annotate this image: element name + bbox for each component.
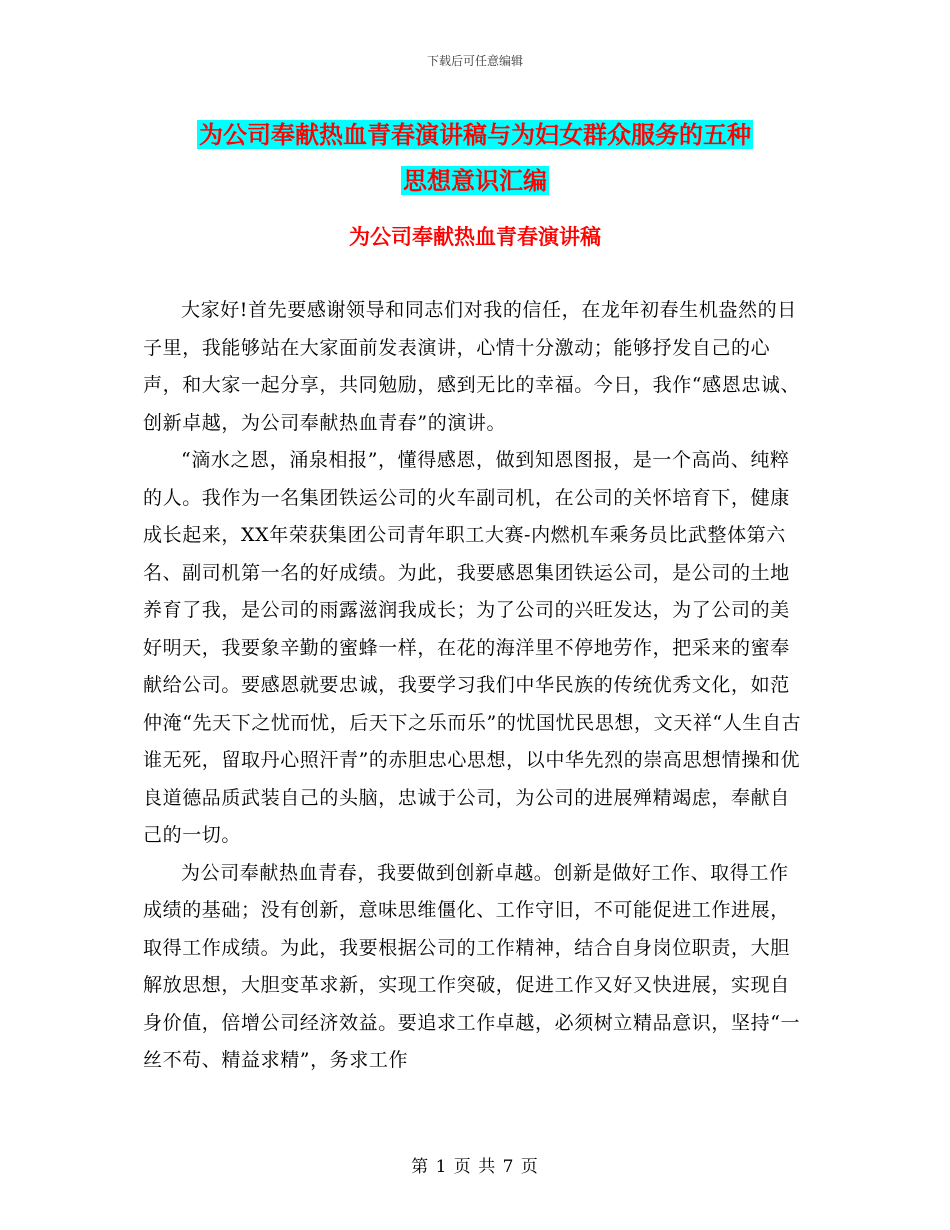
title-line-2: 思想意识汇编 — [403, 166, 547, 195]
title-line-1: 为公司奉献热血青春演讲稿与为妇女群众服务的五种 — [199, 120, 751, 149]
section-title: 为公司奉献热血青春演讲稿 — [349, 224, 601, 249]
paragraph: 为公司奉献热血青春，我要做到创新卓越。创新是做好工作、取得工作成绩的基础；没有创新，意味思维僵化、工作守旧，不可能促进工作进展，取得工作成绩。为此，我要根据公司的工作精神，结合自身岗位职责，大胆解放思想，大胆变革求新，实现工作突破，促进工作又好又快进展，实现自身价值，倍增公司经济效益。要追求工作卓越，必须树立精品意识，坚持“一丝不苟、精益求精”，务求工作 — [143, 861, 801, 1071]
paragraph: “滴水之恩，涌泉相报”，懂得感恩，做到知恩图报，是一个高尚、纯粹的人。我作为一名集团铁运公司的火车副司机，在公司的关怀培育下，健康成长起来，XX年荣获集团公司青年职工大赛-内燃机车乘务员比武整体第六名、副司机第一名的好成绩。为此，我要感恩集团铁运公司，是公司的土地养育了我，是公司的雨露滋润我成长；为了公司的兴旺发达，为了公司的美好明天，我要象辛勤的蜜蜂一样，在花的海洋里不停地劳作，把采来的蜜奉献给公司。要感恩就要忠诚，我要学习我们中华民族的传统优秀文化，如范仲淹“先天下之忧而忧，后天下之乐而乐”的忧国忧民思想，文天祥“人生自古谁无死，留取丹心照汗青”的赤胆忠心思想，以中华先烈的崇高思想情操和优良道德品质武装自己的头脑，忠诚于公司，为公司的进展殚精竭虑，奉献自己的一切。 — [143, 449, 802, 846]
document-title — [0, 112, 950, 204]
header-note: 下载后可任意编辑 — [426, 54, 523, 68]
paragraph: 大家好!首先要感谢领导和同志们对我的信任，在龙年初春生机盎然的日子里，我能够站在大家面前发表演讲，心情十分激动；能够抒发自己的心声，和大家一起分享，共同勉励，感到无比的幸福。今日，我作“感恩忠诚、创新卓越，为公司奉献热血青春”的演讲。 — [143, 299, 801, 434]
page-footer: 第 1 页 共 7 页 — [411, 1157, 539, 1177]
body-text — [143, 292, 807, 1080]
